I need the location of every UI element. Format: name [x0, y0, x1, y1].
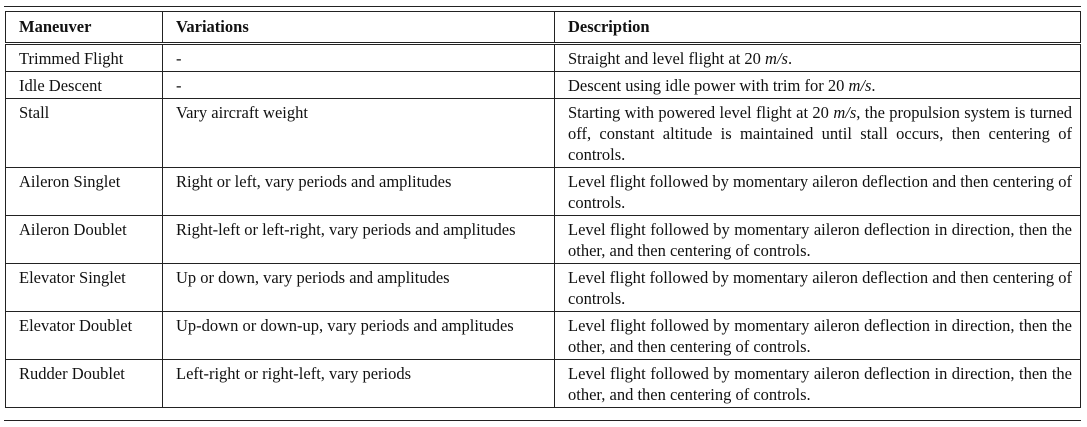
table-header-row [6, 12, 1081, 44]
table-row [6, 44, 1081, 72]
description-cell: Level flight followed by momentary aileron deflection and then centering of controls. [555, 168, 1081, 216]
description-cell: Straight and level flight at 20 m/s. [555, 44, 1081, 72]
variations-cell: - [163, 44, 555, 72]
variations-cell: Left-right or right-left, vary periods [163, 360, 555, 408]
table-row [6, 360, 1081, 408]
maneuver-table [5, 11, 1081, 408]
table-row [6, 312, 1081, 360]
table-bottom-rule [4, 420, 1081, 421]
maneuver-cell: Idle Descent [6, 72, 163, 99]
description-cell: Level flight followed by momentary aileron deflection and then centering of controls. [555, 264, 1081, 312]
variations-cell: Up-down or down-up, vary periods and amplitudes [163, 312, 555, 360]
header-description: Description [555, 12, 1081, 44]
description-cell: Level flight followed by momentary aileron deflection in direction, then the other, and then centering of controls. [555, 216, 1081, 264]
description-cell: Level flight followed by momentary aileron deflection in direction, then the other, and then centering of controls. [555, 312, 1081, 360]
variations-cell: - [163, 72, 555, 99]
description-cell: Starting with powered level flight at 20 m/s, the propulsion system is turned off, constant altitude is maintained until stall occurs, then centering of controls. [555, 99, 1081, 168]
header-variations: Variations [163, 12, 555, 44]
maneuver-cell: Aileron Doublet [6, 216, 163, 264]
table-top-rule [4, 6, 1081, 7]
maneuver-cell: Trimmed Flight [6, 44, 163, 72]
variations-cell: Right-left or left-right, vary periods and amplitudes [163, 216, 555, 264]
maneuver-cell: Elevator Singlet [6, 264, 163, 312]
description-cell: Descent using idle power with trim for 20 m/s. [555, 72, 1081, 99]
description-cell: Level flight followed by momentary aileron deflection in direction, then the other, and then centering of controls. [555, 360, 1081, 408]
table-row [6, 264, 1081, 312]
variations-cell: Up or down, vary periods and amplitudes [163, 264, 555, 312]
table-row [6, 72, 1081, 99]
table-row [6, 216, 1081, 264]
table-row [6, 99, 1081, 168]
variations-cell: Vary aircraft weight [163, 99, 555, 168]
maneuver-cell: Elevator Doublet [6, 312, 163, 360]
maneuver-cell: Rudder Doublet [6, 360, 163, 408]
variations-cell: Right or left, vary periods and amplitudes [163, 168, 555, 216]
maneuver-cell: Aileron Singlet [6, 168, 163, 216]
table-row [6, 168, 1081, 216]
maneuver-cell: Stall [6, 99, 163, 168]
header-maneuver: Maneuver [6, 12, 163, 44]
